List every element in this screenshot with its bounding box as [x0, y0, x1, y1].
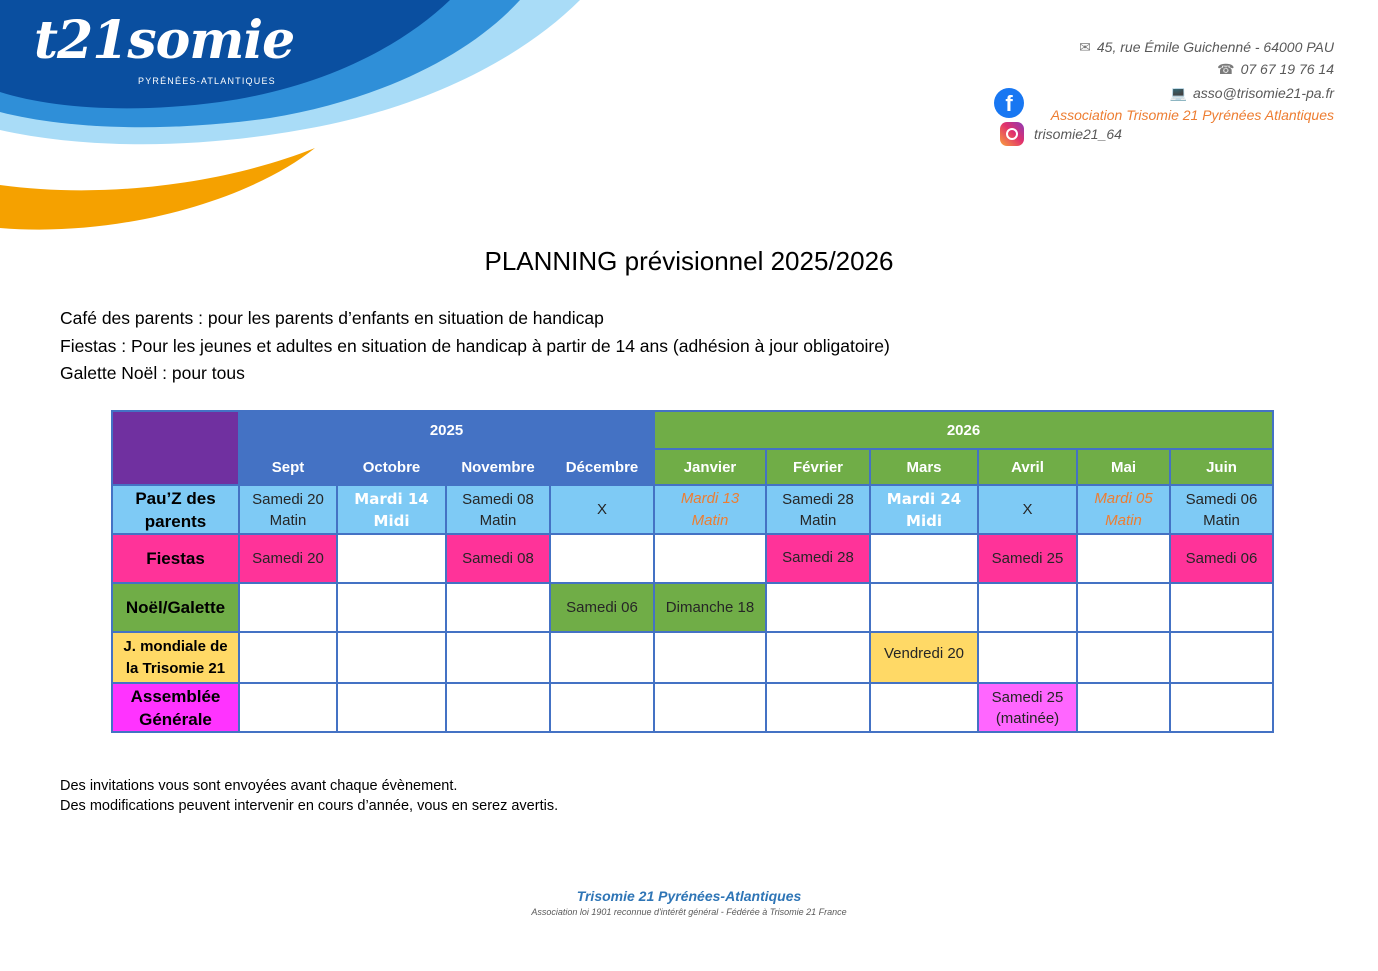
facebook-icon[interactable]: f — [994, 88, 1024, 118]
noel-cell-avril — [978, 583, 1077, 632]
ag-avril-time: (matinée) — [995, 709, 1060, 727]
cafe-sept-date: Samedi 20 — [252, 490, 324, 508]
fiestas-cell-decembre — [550, 534, 654, 583]
cafe-cell-fevrier — [766, 485, 870, 534]
fiestas-cell-mai — [1077, 534, 1170, 583]
ag-cell-novembre — [446, 683, 550, 732]
month-header-juin: Juin — [1170, 449, 1273, 485]
month-header-sept: Sept — [239, 449, 337, 485]
row-label-fiestas: Fiestas — [112, 534, 239, 583]
row-label-cafe-line1: Pau’Z des — [135, 488, 216, 508]
footer-org-name: Trisomie 21 Pyrénées-Atlantiques — [576, 888, 802, 904]
email-link[interactable]: asso@trisomie21-pa.fr — [1192, 85, 1334, 101]
ag-cell-mai — [1077, 683, 1170, 732]
envelope-icon: ✉ — [1079, 39, 1091, 55]
cafe-cell-juin — [1170, 485, 1273, 534]
journee-cell-octobre — [337, 632, 446, 683]
month-header-novembre: Novembre — [446, 449, 550, 485]
instagram-icon[interactable] — [1000, 122, 1024, 146]
row-label-cafe — [112, 485, 239, 534]
contact-block — [1051, 36, 1334, 126]
ag-cell-decembre — [550, 683, 654, 732]
month-header-decembre: Décembre — [550, 449, 654, 485]
row-label-ag-line2: Générale — [139, 709, 212, 729]
noel-cell-novembre — [446, 583, 550, 632]
journee-cell-novembre — [446, 632, 550, 683]
noel-cell-juin — [1170, 583, 1273, 632]
journee-cell-janvier — [654, 632, 766, 683]
cafe-novembre-time: Matin — [479, 511, 517, 529]
row-assemblee-generale — [112, 683, 1273, 732]
cafe-cell-octobre — [337, 485, 446, 534]
planning-table — [111, 410, 1274, 733]
ag-cell-sept — [239, 683, 337, 732]
month-header-avril: Avril — [978, 449, 1077, 485]
month-header-octobre: Octobre — [337, 449, 446, 485]
page-title: PLANNING prévisionnel 2025/2026 — [484, 246, 894, 276]
note-invitations: Des invitations vous sont envoyées avant chaque évènement. — [60, 778, 458, 794]
row-label-journee-line2: la Trisomie 21 — [125, 659, 226, 677]
ag-cell-juin — [1170, 683, 1273, 732]
logo — [34, 10, 294, 100]
cafe-fevrier-date: Samedi 28 — [782, 490, 854, 508]
cafe-cell-decembre: X — [550, 485, 654, 534]
table-corner — [112, 411, 239, 485]
journee-cell-juin — [1170, 632, 1273, 683]
cafe-janvier-date: Mardi 13 — [680, 489, 740, 507]
cafe-fevrier-time: Matin — [799, 511, 837, 529]
ag-cell-octobre — [337, 683, 446, 732]
row-label-cafe-line2: parents — [144, 511, 207, 531]
month-header-mars: Mars — [870, 449, 978, 485]
row-label-ag-line1: Assemblée — [130, 686, 221, 706]
address-text: 45, rue Émile Guichenné - 64000 PAU — [1096, 39, 1334, 55]
intro-galette: Galette Noël : pour tous — [60, 363, 245, 383]
phone-text: 07 67 19 76 14 — [1240, 61, 1334, 77]
footer — [0, 887, 1378, 919]
facebook-link[interactable]: Association Trisomie 21 Pyrénées Atlantiques — [1050, 107, 1334, 123]
intro-text — [60, 305, 890, 388]
logo-wordmark: t21somie — [34, 10, 295, 71]
row-label-noel: Noël/Galette — [112, 583, 239, 632]
cafe-janvier-time: Matin — [691, 511, 729, 529]
address-line — [1051, 36, 1334, 58]
ag-cell-janvier — [654, 683, 766, 732]
cafe-cell-mai — [1077, 485, 1170, 534]
journee-cell-sept — [239, 632, 337, 683]
row-fiestas — [112, 534, 1273, 583]
ag-cell-avril — [978, 683, 1077, 732]
cafe-octobre-time: Midi — [373, 511, 410, 530]
fiestas-cell-mars — [870, 534, 978, 583]
journee-cell-decembre — [550, 632, 654, 683]
row-label-journee — [112, 632, 239, 683]
phone-line — [1051, 58, 1334, 80]
cafe-mai-time: Matin — [1105, 511, 1142, 529]
cafe-mai-date: Mardi 05 — [1094, 489, 1153, 507]
cafe-juin-date: Samedi 06 — [1185, 490, 1258, 508]
instagram-handle[interactable]: trisomie21_64 — [1034, 126, 1122, 142]
cafe-sept-time: Matin — [269, 511, 307, 529]
ag-cell-fevrier — [766, 683, 870, 732]
email-line — [1051, 82, 1334, 104]
journee-cell-avril — [978, 632, 1077, 683]
cafe-cell-novembre — [446, 485, 550, 534]
logo-subtitle: PYRÉNÉES-ATLANTIQUES — [138, 76, 276, 86]
cafe-juin-time: Matin — [1203, 511, 1240, 529]
noel-cell-decembre: Samedi 06 — [550, 583, 654, 632]
month-header-fevrier: Février — [766, 449, 870, 485]
noel-cell-sept — [239, 583, 337, 632]
fiestas-cell-sept: Samedi 20 — [239, 534, 337, 583]
month-header-janvier: Janvier — [654, 449, 766, 485]
row-noel-galette — [112, 583, 1273, 632]
journee-cell-mai — [1077, 632, 1170, 683]
month-header-mai: Mai — [1077, 449, 1170, 485]
noel-cell-mars — [870, 583, 978, 632]
ag-avril-date: Samedi 25 — [991, 688, 1064, 706]
phone-icon: ☎ — [1217, 61, 1235, 77]
journee-cell-mars: Vendredi 20 — [870, 632, 978, 683]
cafe-cell-avril: X — [978, 485, 1077, 534]
fiestas-cell-avril: Samedi 25 — [978, 534, 1077, 583]
footer-legal: Association loi 1901 reconnue d'intérêt général - Fédérée à Trisomie 21 France — [531, 907, 847, 917]
cafe-mars-time: Midi — [906, 511, 942, 530]
row-label-ag — [112, 683, 239, 732]
year-header-2026: 2026 — [654, 411, 1273, 449]
fiestas-cell-octobre — [337, 534, 446, 583]
noel-cell-octobre — [337, 583, 446, 632]
cafe-cell-sept — [239, 485, 337, 534]
row-journee-mondiale — [112, 632, 1273, 683]
fiestas-cell-fevrier: Samedi 28 — [766, 534, 870, 583]
intro-fiestas: Fiestas : Pour les jeunes et adultes en situation de handicap à partir de 14 ans (adhésion à jour obligatoire) — [60, 335, 890, 356]
cafe-cell-janvier — [654, 485, 766, 534]
noel-cell-fevrier — [766, 583, 870, 632]
cafe-mars-date: Mardi 24 — [886, 489, 962, 508]
ag-cell-mars — [870, 683, 978, 732]
year-header-2025: 2025 — [239, 411, 654, 449]
laptop-icon: 💻 — [1169, 85, 1187, 101]
fiestas-cell-novembre: Samedi 08 — [446, 534, 550, 583]
note-modifications: Des modifications peuvent intervenir en cours d’année, vous en serez avertis. — [60, 798, 559, 814]
intro-cafe: Café des parents : pour les parents d’enfants en situation de handicap — [60, 308, 604, 328]
noel-cell-janvier: Dimanche 18 — [654, 583, 766, 632]
cafe-cell-mars — [870, 485, 978, 534]
fiestas-cell-juin: Samedi 06 — [1170, 534, 1273, 583]
cafe-octobre-date: Mardi 14 — [354, 489, 429, 508]
row-label-journee-line1: J. mondiale de — [123, 637, 228, 655]
row-cafe-parents — [112, 485, 1273, 534]
journee-cell-fevrier — [766, 632, 870, 683]
cafe-novembre-date: Samedi 08 — [462, 490, 534, 508]
noel-cell-mai — [1077, 583, 1170, 632]
notes — [60, 776, 558, 816]
fiestas-cell-janvier — [654, 534, 766, 583]
